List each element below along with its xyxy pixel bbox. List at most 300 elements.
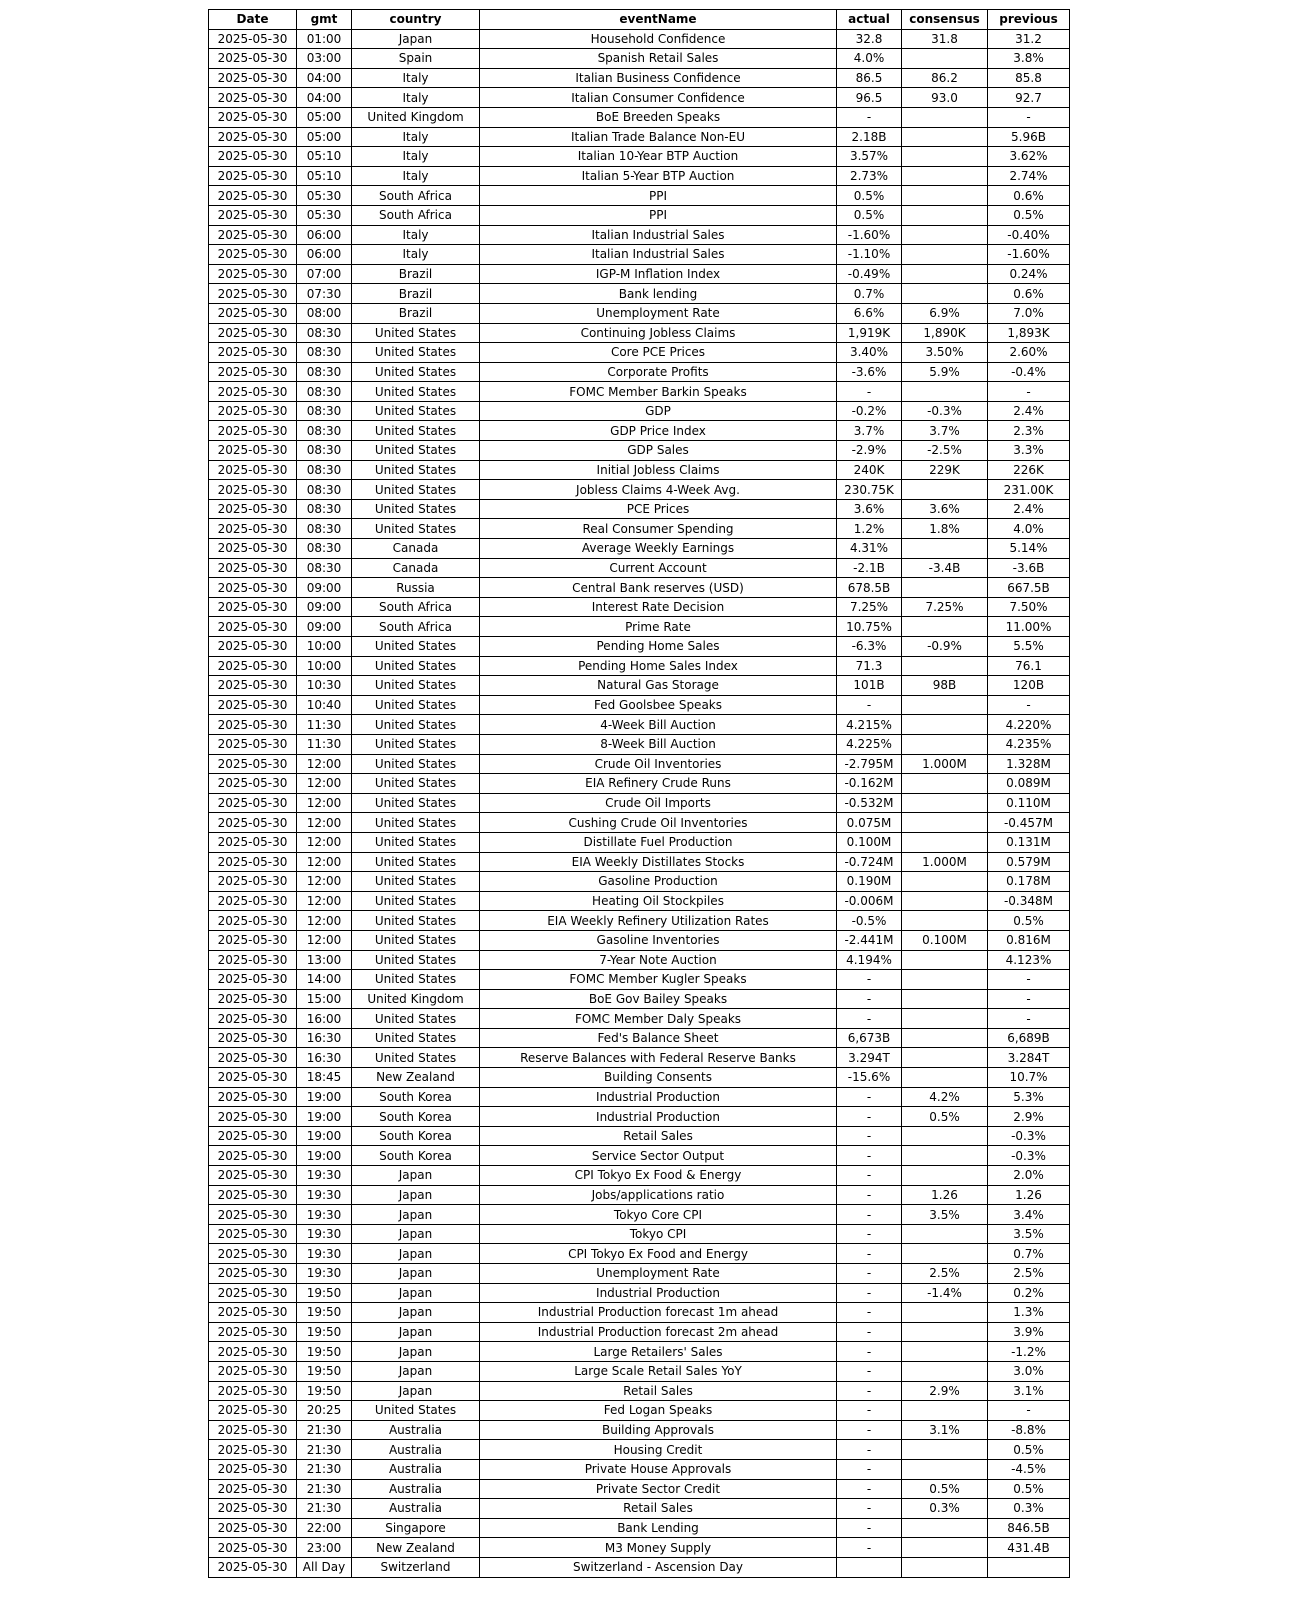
table-row [209, 1538, 1070, 1558]
cell-actual: - [837, 1264, 902, 1284]
cell-eventname: Large Retailers' Sales [480, 1342, 837, 1362]
cell-country: South Korea [352, 1107, 480, 1127]
cell-country: Australia [352, 1420, 480, 1440]
table-row [209, 676, 1070, 696]
cell-date: 2025-05-30 [209, 382, 297, 402]
cell-gmt: 19:30 [297, 1205, 352, 1225]
table-row [209, 637, 1070, 657]
cell-consensus: 1.8% [902, 519, 988, 539]
cell-actual: 3.57% [837, 147, 902, 167]
cell-country: Australia [352, 1499, 480, 1519]
cell-country: Canada [352, 558, 480, 578]
cell-consensus: 4.2% [902, 1087, 988, 1107]
cell-consensus: 5.9% [902, 362, 988, 382]
cell-consensus [902, 1126, 988, 1146]
cell-date: 2025-05-30 [209, 597, 297, 617]
cell-gmt: 05:00 [297, 107, 352, 127]
cell-actual: - [837, 1224, 902, 1244]
table-row [209, 1244, 1070, 1264]
cell-actual: -0.724M [837, 852, 902, 872]
cell-eventname: Industrial Production [480, 1087, 837, 1107]
cell-country: United States [352, 1009, 480, 1029]
cell-country: United States [352, 323, 480, 343]
cell-actual: - [837, 1009, 902, 1029]
cell-date: 2025-05-30 [209, 1557, 297, 1577]
table-row [209, 1264, 1070, 1284]
cell-consensus [902, 166, 988, 186]
cell-previous: 3.62% [988, 147, 1070, 167]
cell-eventname: Industrial Production forecast 1m ahead [480, 1303, 837, 1323]
cell-eventname: Retail Sales [480, 1381, 837, 1401]
cell-gmt: 01:00 [297, 29, 352, 49]
table-row [209, 1048, 1070, 1068]
cell-country: Australia [352, 1459, 480, 1479]
cell-previous: 0.178M [988, 872, 1070, 892]
table-row [209, 774, 1070, 794]
cell-consensus: 0.5% [902, 1479, 988, 1499]
cell-consensus: 3.7% [902, 421, 988, 441]
cell-country: South Africa [352, 205, 480, 225]
cell-date: 2025-05-30 [209, 1107, 297, 1127]
cell-previous: - [988, 382, 1070, 402]
cell-country: United States [352, 499, 480, 519]
cell-eventname: Private House Approvals [480, 1459, 837, 1479]
cell-actual: -0.5% [837, 911, 902, 931]
column-header-country: country [352, 10, 480, 30]
cell-eventname: Household Confidence [480, 29, 837, 49]
cell-consensus [902, 127, 988, 147]
cell-previous: -0.4% [988, 362, 1070, 382]
cell-gmt: 21:30 [297, 1420, 352, 1440]
cell-consensus [902, 970, 988, 990]
table-row [209, 1459, 1070, 1479]
cell-date: 2025-05-30 [209, 793, 297, 813]
cell-country: Brazil [352, 284, 480, 304]
cell-previous: -0.40% [988, 225, 1070, 245]
cell-eventname: Italian Industrial Sales [480, 225, 837, 245]
cell-previous: -0.3% [988, 1146, 1070, 1166]
table-row [209, 597, 1070, 617]
cell-gmt: 05:30 [297, 186, 352, 206]
cell-consensus: 0.5% [902, 1107, 988, 1127]
cell-country: United States [352, 695, 480, 715]
cell-actual: 0.100M [837, 832, 902, 852]
cell-actual: 96.5 [837, 88, 902, 108]
cell-previous: 0.6% [988, 186, 1070, 206]
cell-gmt: 05:10 [297, 147, 352, 167]
cell-previous: 76.1 [988, 656, 1070, 676]
cell-actual: 10.75% [837, 617, 902, 637]
cell-eventname: Crude Oil Imports [480, 793, 837, 813]
cell-gmt: 19:00 [297, 1146, 352, 1166]
cell-date: 2025-05-30 [209, 695, 297, 715]
cell-eventname: Pending Home Sales Index [480, 656, 837, 676]
table-row [209, 68, 1070, 88]
cell-consensus [902, 774, 988, 794]
cell-gmt: 12:00 [297, 832, 352, 852]
cell-country: United States [352, 734, 480, 754]
cell-date: 2025-05-30 [209, 1028, 297, 1048]
cell-actual: - [837, 1538, 902, 1558]
cell-gmt: 11:30 [297, 734, 352, 754]
cell-date: 2025-05-30 [209, 989, 297, 1009]
cell-eventname: GDP [480, 401, 837, 421]
cell-eventname: Corporate Profits [480, 362, 837, 382]
cell-date: 2025-05-30 [209, 205, 297, 225]
cell-eventname: Unemployment Rate [480, 303, 837, 323]
cell-gmt: 19:30 [297, 1224, 352, 1244]
cell-country: South Korea [352, 1087, 480, 1107]
cell-consensus [902, 245, 988, 265]
cell-date: 2025-05-30 [209, 1166, 297, 1186]
cell-eventname: FOMC Member Daly Speaks [480, 1009, 837, 1029]
cell-gmt: 09:00 [297, 617, 352, 637]
cell-date: 2025-05-30 [209, 734, 297, 754]
cell-eventname: Distillate Fuel Production [480, 832, 837, 852]
column-header-gmt: gmt [297, 10, 352, 30]
cell-consensus [902, 1459, 988, 1479]
cell-date: 2025-05-30 [209, 852, 297, 872]
cell-actual: - [837, 1205, 902, 1225]
cell-eventname: Fed Logan Speaks [480, 1401, 837, 1421]
cell-previous: 6,689B [988, 1028, 1070, 1048]
cell-previous: 2.5% [988, 1264, 1070, 1284]
table-row [209, 1401, 1070, 1421]
cell-previous: 7.0% [988, 303, 1070, 323]
cell-consensus: 93.0 [902, 88, 988, 108]
cell-gmt: 11:30 [297, 715, 352, 735]
cell-date: 2025-05-30 [209, 284, 297, 304]
cell-date: 2025-05-30 [209, 1518, 297, 1538]
cell-country: United States [352, 715, 480, 735]
cell-eventname: M3 Money Supply [480, 1538, 837, 1558]
cell-date: 2025-05-30 [209, 1499, 297, 1519]
cell-date: 2025-05-30 [209, 813, 297, 833]
cell-previous: 1.328M [988, 754, 1070, 774]
cell-actual: 2.18B [837, 127, 902, 147]
cell-previous: 1.3% [988, 1303, 1070, 1323]
cell-actual: 0.7% [837, 284, 902, 304]
cell-gmt: 12:00 [297, 852, 352, 872]
table-row [209, 695, 1070, 715]
cell-eventname: Building Consents [480, 1068, 837, 1088]
cell-country: United States [352, 480, 480, 500]
cell-previous: 2.0% [988, 1166, 1070, 1186]
cell-country: Singapore [352, 1518, 480, 1538]
cell-consensus: 2.9% [902, 1381, 988, 1401]
cell-previous: 0.2% [988, 1283, 1070, 1303]
cell-consensus [902, 1342, 988, 1362]
cell-previous: 2.74% [988, 166, 1070, 186]
cell-eventname: Fed's Balance Sheet [480, 1028, 837, 1048]
cell-gmt: 10:40 [297, 695, 352, 715]
cell-gmt: 19:30 [297, 1244, 352, 1264]
cell-previous: 5.96B [988, 127, 1070, 147]
column-header-date: Date [209, 10, 297, 30]
table-row [209, 362, 1070, 382]
cell-date: 2025-05-30 [209, 1224, 297, 1244]
cell-date: 2025-05-30 [209, 872, 297, 892]
cell-country: United States [352, 754, 480, 774]
cell-previous: 0.5% [988, 911, 1070, 931]
cell-gmt: 07:00 [297, 264, 352, 284]
cell-previous: 2.60% [988, 343, 1070, 363]
cell-eventname: Tokyo Core CPI [480, 1205, 837, 1225]
cell-previous: -4.5% [988, 1459, 1070, 1479]
cell-actual: - [837, 107, 902, 127]
table-row [209, 872, 1070, 892]
cell-consensus [902, 284, 988, 304]
cell-actual: - [837, 1381, 902, 1401]
cell-actual: - [837, 1146, 902, 1166]
cell-eventname: Italian 10-Year BTP Auction [480, 147, 837, 167]
cell-actual: -15.6% [837, 1068, 902, 1088]
cell-country: United States [352, 401, 480, 421]
table-row [209, 852, 1070, 872]
cell-gmt: 19:30 [297, 1166, 352, 1186]
cell-country: Japan [352, 1205, 480, 1225]
cell-actual: -0.49% [837, 264, 902, 284]
cell-previous: 0.5% [988, 205, 1070, 225]
cell-eventname: Jobs/applications ratio [480, 1185, 837, 1205]
cell-country: United States [352, 441, 480, 461]
cell-gmt: 08:30 [297, 323, 352, 343]
cell-eventname: BoE Breeden Speaks [480, 107, 837, 127]
cell-consensus [902, 186, 988, 206]
cell-date: 2025-05-30 [209, 558, 297, 578]
cell-previous: 5.14% [988, 539, 1070, 559]
cell-previous: 3.4% [988, 1205, 1070, 1225]
cell-gmt: 19:50 [297, 1342, 352, 1362]
cell-eventname: GDP Price Index [480, 421, 837, 441]
table-row [209, 1205, 1070, 1225]
cell-date: 2025-05-30 [209, 950, 297, 970]
cell-consensus [902, 891, 988, 911]
cell-country: Japan [352, 1342, 480, 1362]
cell-previous: 0.131M [988, 832, 1070, 852]
table-row [209, 539, 1070, 559]
cell-date: 2025-05-30 [209, 303, 297, 323]
cell-actual: - [837, 1185, 902, 1205]
cell-country: Spain [352, 49, 480, 69]
column-header-previous: previous [988, 10, 1070, 30]
cell-consensus: 229K [902, 460, 988, 480]
cell-date: 2025-05-30 [209, 421, 297, 441]
cell-consensus [902, 578, 988, 598]
table-row [209, 1440, 1070, 1460]
cell-previous: 0.24% [988, 264, 1070, 284]
table-row [209, 441, 1070, 461]
cell-date: 2025-05-30 [209, 147, 297, 167]
cell-eventname: FOMC Member Kugler Speaks [480, 970, 837, 990]
cell-actual: - [837, 1420, 902, 1440]
cell-previous: - [988, 1009, 1070, 1029]
cell-eventname: Average Weekly Earnings [480, 539, 837, 559]
cell-actual: 1.2% [837, 519, 902, 539]
cell-actual: - [837, 970, 902, 990]
cell-consensus: 3.6% [902, 499, 988, 519]
cell-eventname: Large Scale Retail Sales YoY [480, 1361, 837, 1381]
cell-consensus: 2.5% [902, 1264, 988, 1284]
cell-gmt: 04:00 [297, 88, 352, 108]
cell-country: United States [352, 1048, 480, 1068]
cell-previous: 85.8 [988, 68, 1070, 88]
cell-eventname: Italian 5-Year BTP Auction [480, 166, 837, 186]
cell-previous: -0.457M [988, 813, 1070, 833]
cell-consensus [902, 1028, 988, 1048]
cell-consensus: 3.5% [902, 1205, 988, 1225]
cell-date: 2025-05-30 [209, 49, 297, 69]
cell-country: United States [352, 421, 480, 441]
cell-actual: - [837, 1479, 902, 1499]
cell-eventname: Heating Oil Stockpiles [480, 891, 837, 911]
cell-actual: 1,919K [837, 323, 902, 343]
cell-country: Italy [352, 68, 480, 88]
cell-country: United States [352, 519, 480, 539]
column-header-actual: actual [837, 10, 902, 30]
cell-date: 2025-05-30 [209, 832, 297, 852]
cell-country: Italy [352, 88, 480, 108]
cell-actual: - [837, 1283, 902, 1303]
cell-consensus [902, 1146, 988, 1166]
table-row [209, 1126, 1070, 1146]
cell-consensus: -0.3% [902, 401, 988, 421]
cell-country: Italy [352, 147, 480, 167]
cell-country: United States [352, 382, 480, 402]
cell-country: United States [352, 637, 480, 657]
table-row [209, 1303, 1070, 1323]
cell-eventname: Crude Oil Inventories [480, 754, 837, 774]
table-row [209, 421, 1070, 441]
cell-actual: 4.215% [837, 715, 902, 735]
cell-eventname: Fed Goolsbee Speaks [480, 695, 837, 715]
table-row [209, 930, 1070, 950]
cell-consensus [902, 225, 988, 245]
cell-gmt: 08:30 [297, 519, 352, 539]
table-row [209, 245, 1070, 265]
table-row [209, 1146, 1070, 1166]
cell-gmt: 10:00 [297, 656, 352, 676]
cell-eventname: Continuing Jobless Claims [480, 323, 837, 343]
cell-gmt: 09:00 [297, 597, 352, 617]
cell-previous: 4.123% [988, 950, 1070, 970]
table-row [209, 1499, 1070, 1519]
cell-previous: 31.2 [988, 29, 1070, 49]
cell-date: 2025-05-30 [209, 29, 297, 49]
cell-country: Japan [352, 1224, 480, 1244]
cell-country: United States [352, 1401, 480, 1421]
cell-previous: 667.5B [988, 578, 1070, 598]
cell-gmt: 08:30 [297, 401, 352, 421]
cell-date: 2025-05-30 [209, 637, 297, 657]
cell-country: Japan [352, 1361, 480, 1381]
cell-date: 2025-05-30 [209, 1440, 297, 1460]
cell-actual: 0.5% [837, 205, 902, 225]
cell-actual: - [837, 989, 902, 1009]
cell-consensus: -1.4% [902, 1283, 988, 1303]
cell-gmt: 03:00 [297, 49, 352, 69]
cell-gmt: 09:00 [297, 578, 352, 598]
cell-actual: -2.795M [837, 754, 902, 774]
table-row [209, 970, 1070, 990]
cell-consensus [902, 147, 988, 167]
cell-actual: -1.10% [837, 245, 902, 265]
cell-consensus: 86.2 [902, 68, 988, 88]
cell-eventname: Italian Consumer Confidence [480, 88, 837, 108]
cell-previous: -1.60% [988, 245, 1070, 265]
cell-country: Japan [352, 1283, 480, 1303]
cell-country: South Africa [352, 617, 480, 637]
cell-eventname: PPI [480, 186, 837, 206]
table-row [209, 480, 1070, 500]
table-body [209, 29, 1070, 1577]
cell-gmt: 16:30 [297, 1028, 352, 1048]
cell-eventname: Unemployment Rate [480, 1264, 837, 1284]
table-row [209, 401, 1070, 421]
cell-date: 2025-05-30 [209, 754, 297, 774]
cell-eventname: Initial Jobless Claims [480, 460, 837, 480]
cell-consensus [902, 480, 988, 500]
cell-date: 2025-05-30 [209, 245, 297, 265]
cell-actual: - [837, 1361, 902, 1381]
cell-eventname: 8-Week Bill Auction [480, 734, 837, 754]
table-row [209, 127, 1070, 147]
cell-gmt: 08:30 [297, 441, 352, 461]
header-row [209, 10, 1070, 30]
cell-gmt: 08:30 [297, 480, 352, 500]
cell-previous: 3.3% [988, 441, 1070, 461]
cell-date: 2025-05-30 [209, 1048, 297, 1068]
cell-date: 2025-05-30 [209, 617, 297, 637]
table-row [209, 1361, 1070, 1381]
cell-consensus [902, 872, 988, 892]
cell-consensus [902, 911, 988, 931]
cell-gmt: 10:00 [297, 637, 352, 657]
table-row [209, 1166, 1070, 1186]
cell-date: 2025-05-30 [209, 1146, 297, 1166]
cell-actual: - [837, 1087, 902, 1107]
cell-previous: -8.8% [988, 1420, 1070, 1440]
cell-consensus [902, 1401, 988, 1421]
cell-gmt: 14:00 [297, 970, 352, 990]
cell-actual: - [837, 1401, 902, 1421]
cell-gmt: 16:30 [297, 1048, 352, 1068]
table-row [209, 578, 1070, 598]
cell-consensus [902, 205, 988, 225]
cell-gmt: 12:00 [297, 754, 352, 774]
cell-country: Brazil [352, 303, 480, 323]
cell-previous: -0.348M [988, 891, 1070, 911]
cell-previous: - [988, 107, 1070, 127]
cell-consensus [902, 950, 988, 970]
cell-date: 2025-05-30 [209, 930, 297, 950]
cell-consensus: 6.9% [902, 303, 988, 323]
cell-consensus [902, 1440, 988, 1460]
cell-date: 2025-05-30 [209, 1244, 297, 1264]
cell-previous: 0.5% [988, 1440, 1070, 1460]
cell-date: 2025-05-30 [209, 1303, 297, 1323]
cell-eventname: Italian Industrial Sales [480, 245, 837, 265]
cell-eventname: FOMC Member Barkin Speaks [480, 382, 837, 402]
cell-country: Japan [352, 1264, 480, 1284]
cell-country: United States [352, 793, 480, 813]
cell-actual: - [837, 1440, 902, 1460]
cell-eventname: Reserve Balances with Federal Reserve Banks [480, 1048, 837, 1068]
cell-gmt: 19:50 [297, 1361, 352, 1381]
cell-actual: -6.3% [837, 637, 902, 657]
cell-country: New Zealand [352, 1068, 480, 1088]
table-row [209, 1068, 1070, 1088]
